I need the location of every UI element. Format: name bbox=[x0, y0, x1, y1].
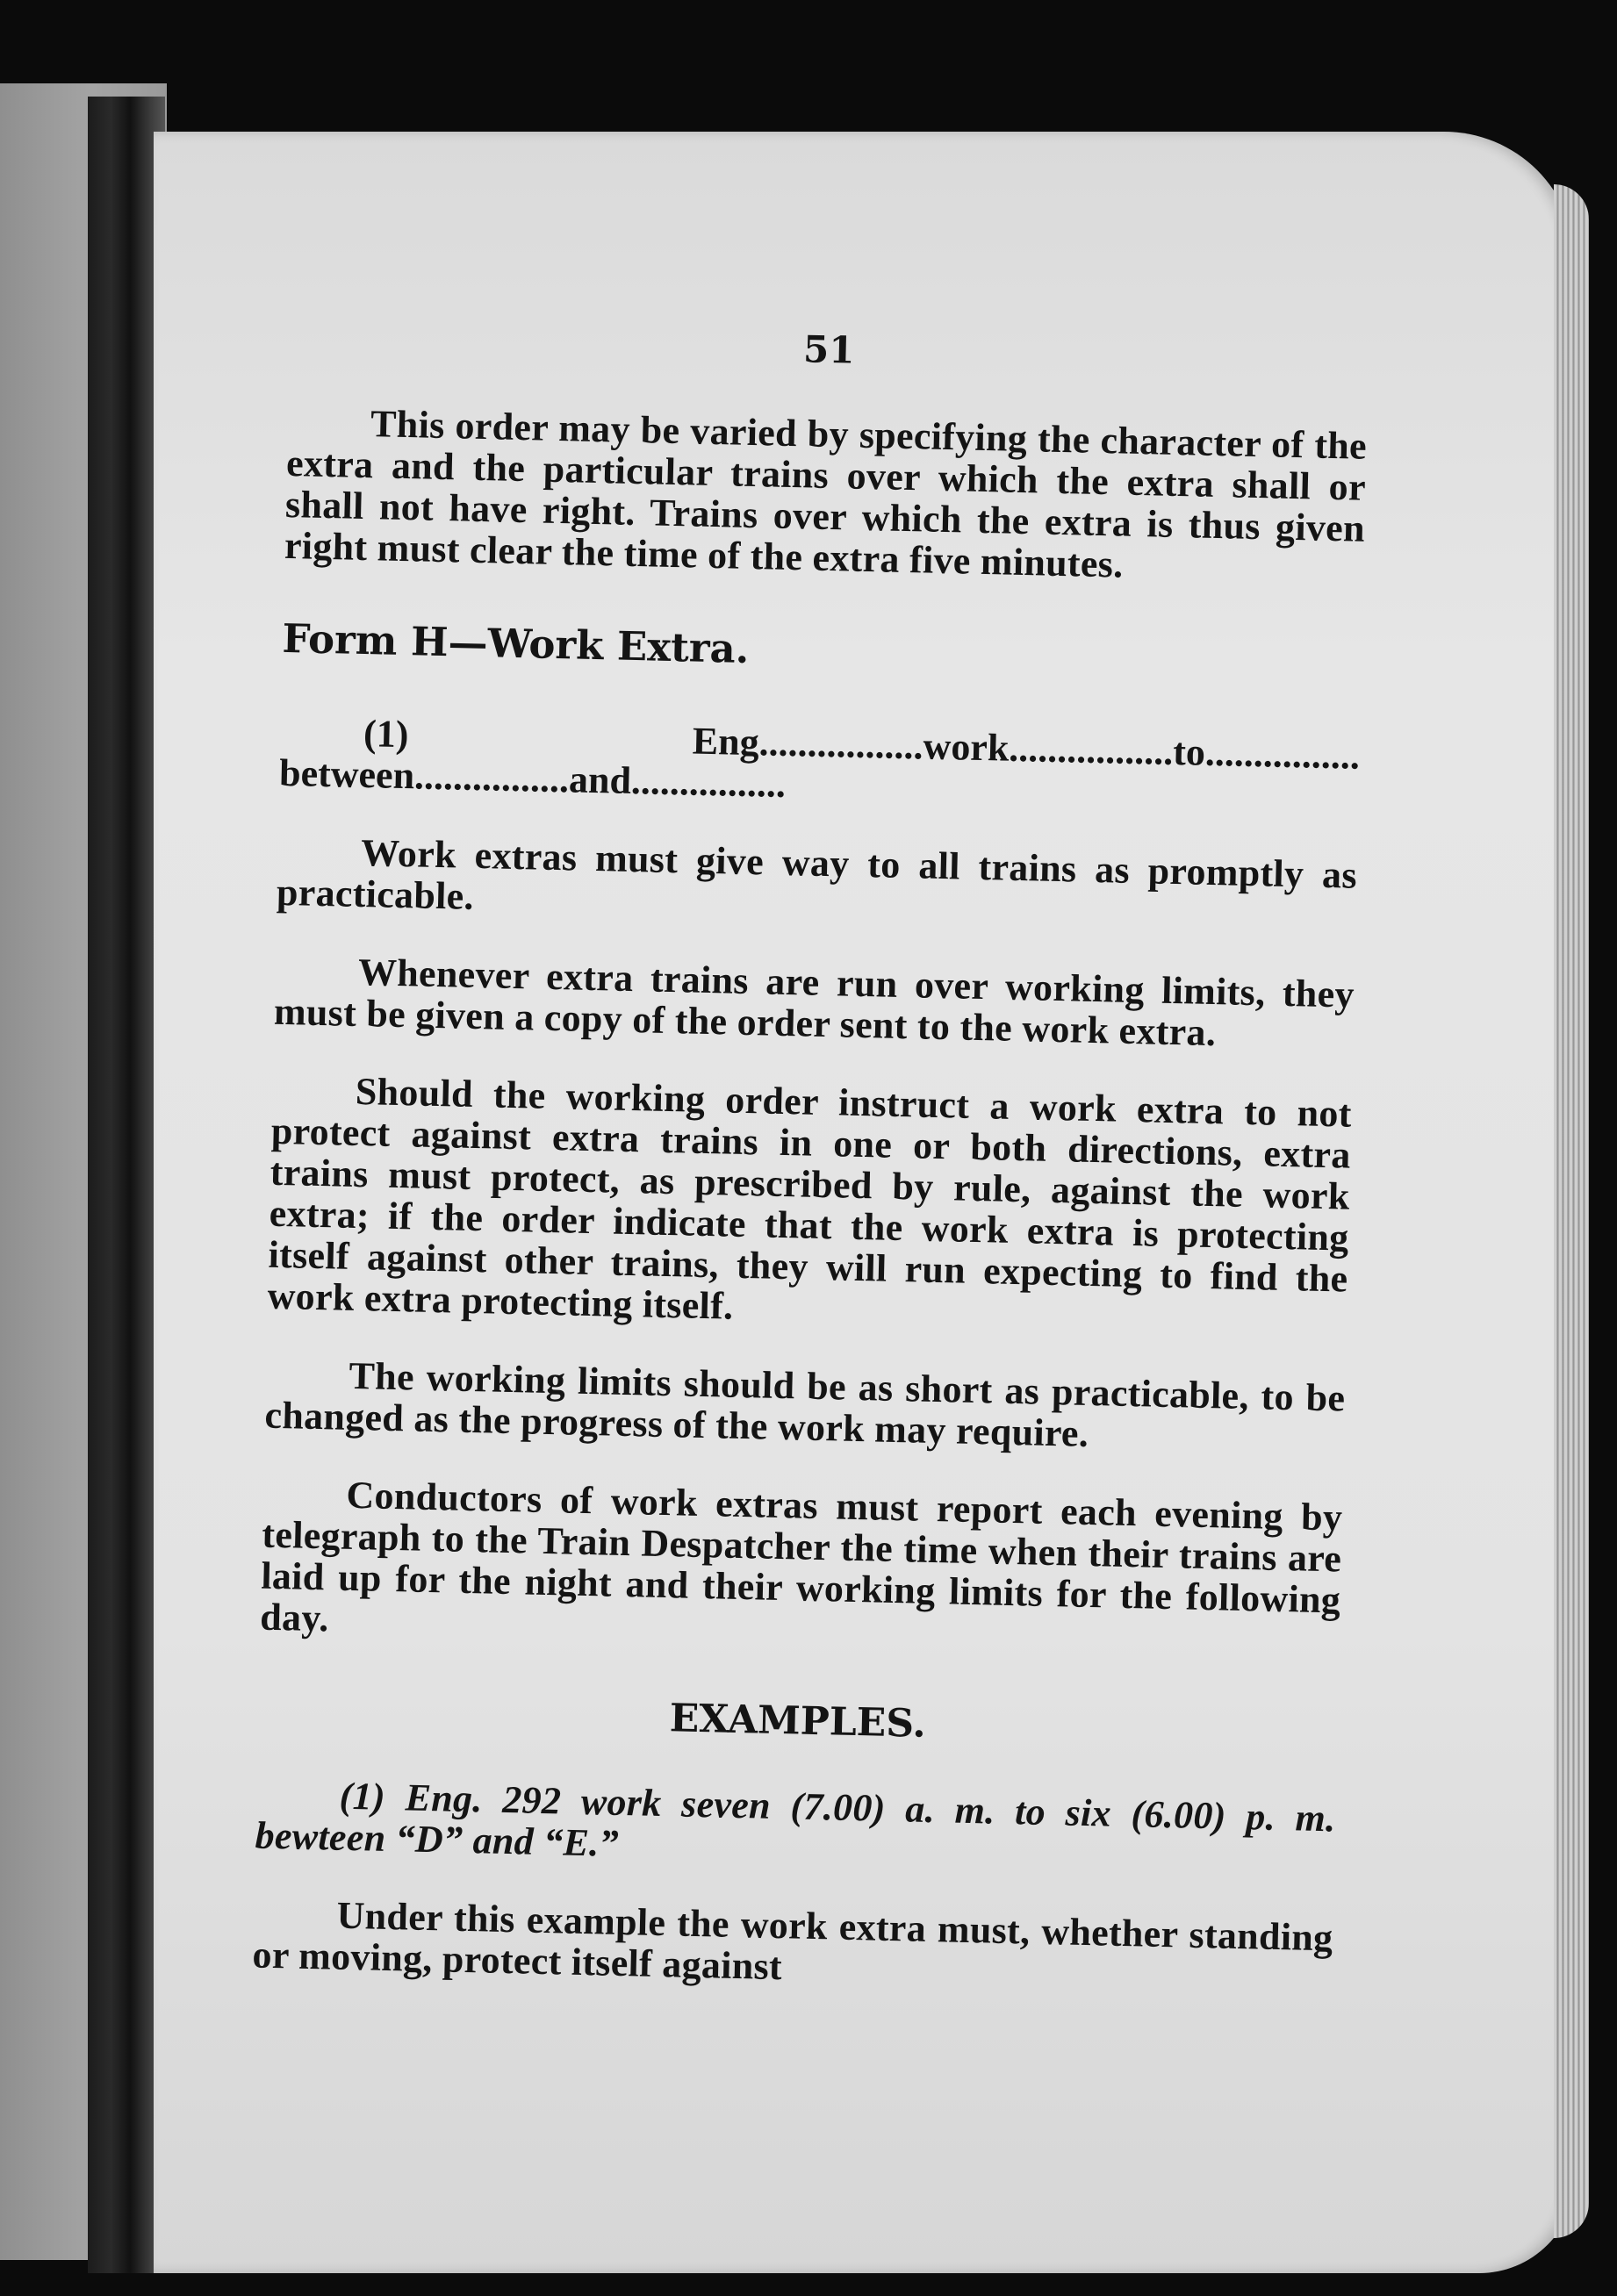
paragraph-protection: Should the working order instruct a work extra to not protect against extra trains in one or both directions, extra trains must protect, as prescribed by rule, against the work extra; if the order indicate that the work extra is protecting itself against other trains, they will run expecting to find the work extra protecting itself. bbox=[267, 1069, 1353, 1328]
form-heading: Form H—Work Extra. bbox=[282, 614, 751, 672]
paragraph-working-limits-copy: Whenever extra trains are run over working limits, they must be given a copy of the order sent to the work extra. bbox=[273, 950, 1355, 1055]
example-1: (1) Eng. 292 work seven (7.00) a. m. to six (6.00) p. m. bewteen “D” and “E.” bbox=[255, 1774, 1337, 1865]
page-number: 51 bbox=[802, 327, 856, 372]
paragraph-short-limits: The working limits should be as short as practicable, to be changed as the progress of the work may require. bbox=[264, 1353, 1346, 1455]
paragraph-give-way: Work extras must give way to all trains as promptly as practicable. bbox=[276, 831, 1358, 918]
page-content bbox=[251, 316, 1369, 2036]
examples-heading: EXAMPLES. bbox=[669, 1696, 927, 1747]
paragraph-intro: This order may be varied by specifying the character of the extra and the particular trains over which the extra shall or shall not have right. Trains over which the extra is thus given right must clear the time of the extra five minutes. bbox=[284, 402, 1368, 586]
paragraph-conductors-report: Conductors of work extras must report each evening by telegraph to the Train Despatcher the time when their trains are laid up for the night and their working limits for the following day. bbox=[259, 1473, 1343, 1640]
paragraph-example-explanation: Under this example the work extra must, whether standing or moving, protect itself against bbox=[252, 1893, 1333, 1989]
page-edges bbox=[1554, 184, 1589, 2238]
form-template-line: (1) Eng.................work.................to................ between................and................ bbox=[278, 712, 1361, 806]
